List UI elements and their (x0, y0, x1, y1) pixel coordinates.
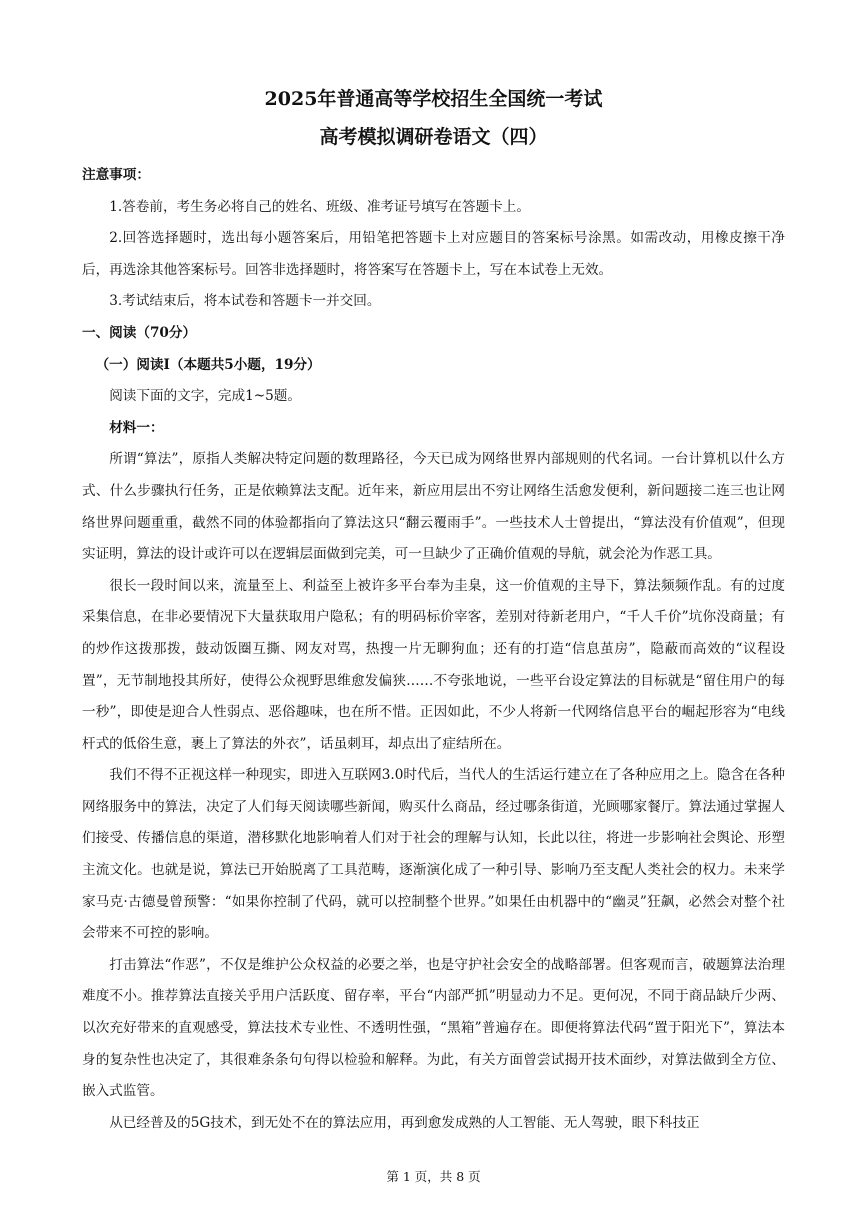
passage-paragraph: 打击算法“作恶”，不仅是维护公众权益的必要之举，也是守护社会安全的战略部署。但客观而言，破题算法治理难度不小。推荐算法直接关乎用户活跃度、留存率，平台“内部严抓”明显动力不足。更何况，不同于商品缺斤少两、以次充好带来的直观感受，算法技术专业性、不透明性强，“黑箱”普遍存在。即便将算法代码“置于阳光下”，算法本身的复杂性也决定了，其很难条条句句得以检验和解释。为此，有关方面曾尝试揭开技术面纱，对算法做到全方位、嵌入式监管。 (82, 956, 785, 1100)
section-heading: 一、阅读（70分） (82, 324, 197, 341)
notice-item: 1.答卷前，考生务必将自己的姓名、班级、准考证号填写在答题卡上。 (109, 198, 530, 215)
page-content (82, 160, 785, 1139)
subsection-heading: （一）阅读Ⅰ（本题共5小题，19分） (95, 356, 321, 373)
reading-instruction: 阅读下面的文字，完成1~5题。 (109, 388, 301, 405)
page-footer: 第 1 页，共 8 页 (386, 1169, 481, 1184)
notice-heading: 注意事项： (82, 167, 150, 183)
passage-paragraph: 所谓“算法”，原指人类解决特定问题的数理路径，今天已成为网络世界内部规则的代名词。一台计算机以什么方式、什么步骤执行任务，正是依赖算法支配。近年来，新应用层出不穷让网络生活愈发便利，新问题接二连三也让网络世界问题重重，截然不同的体验都指向了算法这只“翻云覆雨手”。一些技术人士曾提出，“算法没有价值观”，但现实证明，算法的设计或许可以在逻辑层面做到完美，可一旦缺少了正确价值观的导航，就会沦为作恶工具。 (82, 451, 785, 563)
material-label: 材料一： (109, 419, 164, 436)
passage-paragraph: 很长一段时间以来，流量至上、利益至上被许多平台奉为圭臬，这一价值观的主导下，算法频频作乱。有的过度采集信息，在非必要情况下大量获取用户隐私；有的明码标价宰客，差别对待新老用户，“千人千价”坑你没商量；有的炒作这拨那拨，鼓动饭圈互撕、网友对骂，热搜一片无聊狗血；还有的打造“信息茧房”，隐蔽而高效的“议程设置”，无节制地投其所好，使得公众视野思维愈发偏狭……不夸张地说，一些平台设定算法的目标就是“留住用户的每一秒”，即使是迎合人性弱点、恶俗趣味，也在所不惜。正因如此，不少人将新一代网络信息平台的崛起形容为“电线杆式的低俗生意，裹上了算法的外衣”，话虽刺耳，却点出了症结所在。 (82, 577, 785, 752)
notice-item: 3.考试结束后，将本试卷和答题卡一并交回。 (109, 293, 381, 310)
exam-title: 2025年普通高等学校招生全国统一考试 (264, 88, 603, 110)
passage-paragraph: 我们不得不正视这样一种现实，即进入互联网3.0时代后，当代人的生活运行建立在了各种应用之上。隐含在各种网络服务中的算法，决定了人们每天阅读哪些新闻，购买什么商品，经过哪条街道，光顾哪家餐厅。算法通过掌握人们接受、传播信息的渠道，潜移默化地影响着人们对于社会的理解与认知，长此以往，将进一步影响社会舆论、形塑主流文化。也就是说，算法已开始脱离了工具范畴，逐渐演化成了一种引导、影响乃至支配人类社会的权力。未来学家马克·古德曼曾预警：“如果你控制了代码，就可以控制整个世界。”如果任由机器中的“幽灵”狂飙，必然会对整个社会带来不可控的影响。 (82, 767, 785, 942)
exam-subtitle: 高考模拟调研卷语文（四） (319, 126, 548, 148)
notice-item: 2.回答选择题时，选出每小题答案后，用铅笔把答题卡上对应题目的答案标号涂黑。如需改动，用橡皮擦干净后，再选涂其他答案标号。回答非选择题时，将答案写在答题卡上，写在本试卷上无效。 (82, 230, 785, 278)
passage-paragraph: 从已经普及的5G技术，到无处不在的算法应用，再到愈发成熟的人工智能、无人驾驶，眼下科技正 (109, 1114, 700, 1131)
